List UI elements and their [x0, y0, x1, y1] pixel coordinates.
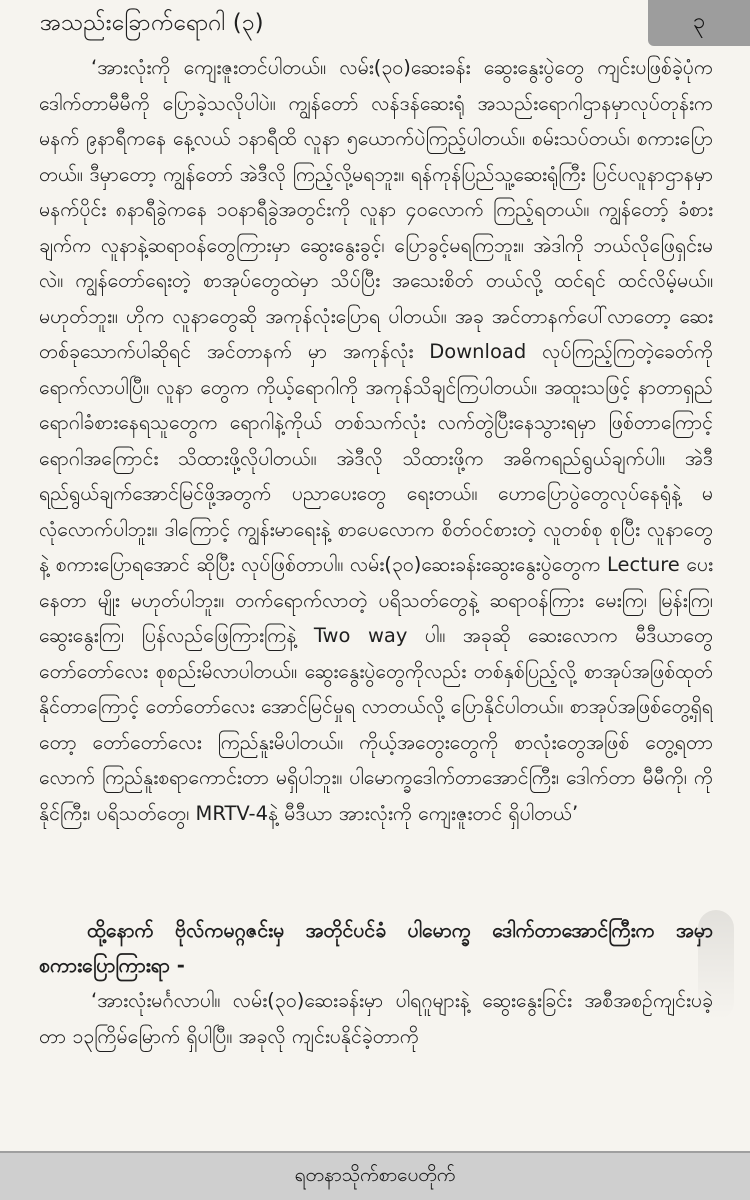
footer-text: ရတနာသိုက်စာပေတိုက် [294, 1164, 456, 1186]
page-header [0, 0, 750, 46]
quoted-paragraph-1: ‘အားလုံးကို ကျေးဇူးတင်ပါတယ်။ လမ်း(၃၀)ဆေးခန်း ဆွေးနွေးပွဲတွေ ကျင်းပဖြစ်ခဲ့ပုံက ဒေါက်တာမီမီကို ပြောခဲ့သလိုပါပဲ။ ကျွန်တော် လန်ဒန်ဆေးရုံ အသည်းရောဂါဌာနမှာလုပ်တုန်းက မနက် ၉နာရီကနေ နေ့လယ် ၁နာရီထိ လူနာ ၅ယောက်ပဲကြည့်ပါတယ်။ စမ်းသပ်တယ်၊ စကားပြောတယ်။ ဒီမှာတော့ ကျွန်တော် အဲဒီလို ကြည့်လို့မရဘူး။ ရန်ကုန်ပြည်သူ့ဆေးရုံကြီး ပြင်ပလူနာဌာနမှာ မနက်ပိုင်း ၈နာရီခွဲကနေ ၁၀နာရီခွဲအတွင်းကို လူနာ ၄၀လောက် ကြည့်ရတယ်။ ကျွန်တော့် ခံစားချက်က လူနာနဲ့ဆရာဝန်တွေကြားမှာ ဆွေးနွေးခွင့်၊ ပြောခွင့်မရကြဘူး။ အဲဒါကို ဘယ်လိုဖြေရှင်းမလဲ။ ကျွန်တော်ရေးတဲ့ စာအုပ်တွေထဲမှာ သိပ်ပြီး အသေးစိတ် တယ်လို့ ထင်ရင် ထင်လိမ့်မယ်။ မဟုတ်ဘူး။ ဟိုက လူနာတွေဆို အကုန်လုံးပြောရ ပါတယ်။ အခု အင်တာနက်ပေါ်လာတော့ ဆေးတစ်ခုသောက်ပါဆိုရင် အင်တာနက် မှာ အကုန်လုံး Download လုပ်ကြည့်ကြတဲ့ခေတ်ကို ရောက်လာပါပြီ။ လူနာ တွေက ကိုယ့်ရောဂါကို အကုန်သိချင်ကြပါတယ်။ အထူးသဖြင့် နာတာရှည် ရောဂါခံစားနေရသူတွေက ရောဂါနဲ့ကိုယ် တစ်သက်လုံး လက်တွဲပြီးနေသွားရမှာ ဖြစ်တာကြောင့် ရောဂါအကြောင်း သိထားဖို့လိုပါတယ်။ အဲဒီလို သိထားဖို့က အဓိကရည်ရွယ်ချက်ပါ။ အဲဒီရည်ရွယ်ချက်အောင်မြင်ဖို့အတွက် ပညာပေးတွေ ရေးတယ်။ ဟောပြောပွဲတွေလုပ်နေရုံနဲ့ မလုံလောက်ပါဘူး။ ဒါကြောင့် ကျွန်းမာရေးနဲ့ စာပေလောက စိတ်ဝင်စားတဲ့ လူတစ်စု စုပြီး လူနာတွေနဲ့ စကားပြောရအောင် ဆိုပြီး လုပ်ဖြစ်တာပါ။ လမ်း(၃၀)ဆေးခန်းဆွေးနွေးပွဲတွေက Lecture ပေးနေတာ မျိုး မဟုတ်ပါဘူး။ တက်ရောက်လာတဲ့ ပရိသတ်တွေနဲ့ ဆရာဝန်ကြား မေးကြ၊ မြန်းကြ၊ ဆွေးနွေးကြ၊ ပြန်လည်ဖြေကြားကြနဲ့ Two way ပါ။ အခုဆို ဆေးလောက မီဒီယာတွေ တော်တော်လေး စုစည်းမိလာပါတယ်။ ဆွေးနွေးပွဲတွေကိုလည်း တစ်နှစ်ပြည့်လို့ စာအုပ်အဖြစ်ထုတ်နိုင်တာကြောင့် တော်တော်လေး အောင်မြင်မှုရ လာတယ်လို့ ပြောနိုင်ပါတယ်။ စာအုပ်အဖြစ်တွေ့ရှိရတော့ တော်တော်လေး ကြည်နူးမိပါတယ်။ ကိုယ့်အတွေးတွေကို စာလုံးတွေအဖြစ် တွေ့ရတာလောက် ကြည်နူးစရာကောင်းတာ မရှိပါဘူး။ ပါမောက္ခဒေါက်တာအောင်ကြီး၊ ဒေါက်တာ မီမီကို၊ ကိုနိုင်ကြီး၊ ပရိသတ်တွေ၊ MRTV-4နဲ့ မီဒီယာ အားလုံးကို ကျေးဇူးတင် ရှိပါတယ်’ [39, 56, 713, 825]
quoted-paragraph-2: ‘အားလုံးမင်္ဂလာပါ။ လမ်း(၃၀)ဆေးခန်းမှာ ပါရဂူများနဲ့ ဆွေးနွေးခြင်း အစီအစဉ်ကျင်းပခဲ့တာ ၁၃ကြိမ်မြောက် ရှိပါပြီ။ အခုလို ကျင်းပနိုင်ခဲ့တာကို [39, 989, 713, 1048]
page-number-box [648, 0, 750, 46]
scan-margin-shadow [698, 910, 734, 1020]
running-head: အသည်းခြောက်ရောဂါ (၃) [40, 10, 264, 36]
section-heading: ထို့နောက် ဗိုလ်ကမဂ္ဂဇင်းမှ အတိုင်ပင်ခံ ပါမောက္ခ ဒေါက်တာအောင်ကြီးက အမှာစကားပြောကြားရာ - [39, 919, 713, 977]
footer-bar [0, 1151, 750, 1200]
page-content [39, 50, 713, 1140]
page-number: ၃ [692, 9, 706, 34]
